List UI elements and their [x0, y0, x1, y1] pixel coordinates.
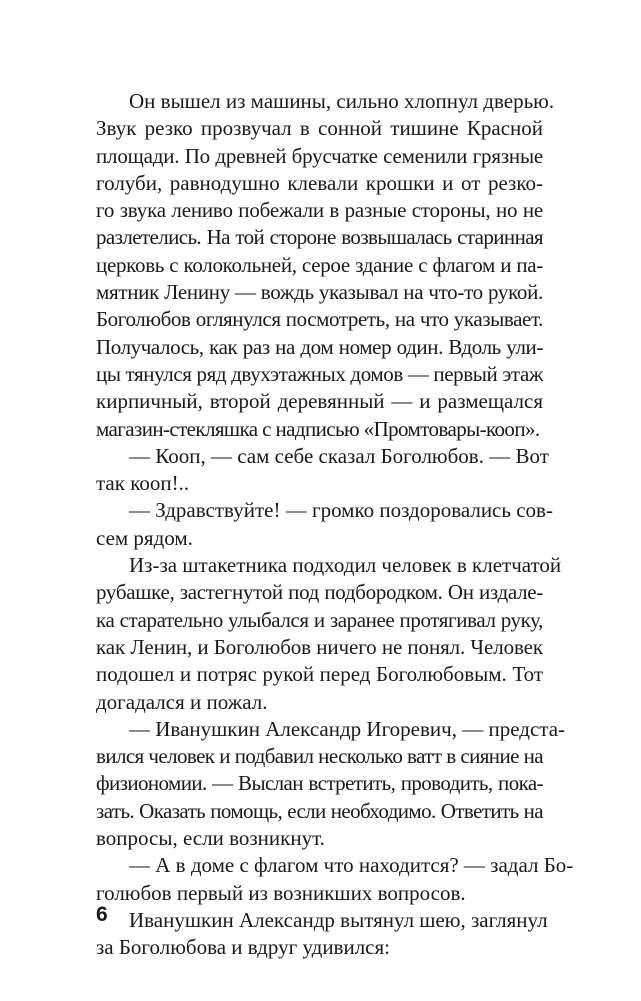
text-line: как Ленин, и Боголюбов ничего не понял. Человек	[96, 634, 543, 659]
text-line: вопросы, если возникнут.	[96, 826, 325, 851]
text-line: догадался и пожал.	[96, 689, 268, 714]
text-line: голюбов первый из возникших вопросов.	[96, 880, 466, 905]
text-line: вился человек и подбавил несколько ватт в сияние на	[96, 744, 543, 769]
text-line: ка старательно улыбался и заранее протягивал руку,	[96, 607, 543, 632]
text-line: сем рядом.	[96, 525, 193, 550]
text-line: зать. Оказать помощь, если необходимо. Ответить на	[96, 798, 543, 823]
text-line: Из-за штакетника подходил человек в клетчатой	[129, 553, 562, 578]
text-line: — Здравствуйте! — громко поздоровались сов-	[129, 498, 553, 523]
text-line: кирпичный, второй деревянный — и размещался	[96, 389, 543, 414]
text-line: подошел и потряс рукой перед Боголюбовым. Тот	[96, 662, 543, 687]
text-line: площади. По древней брусчатке семенили грязные	[96, 143, 543, 168]
text-line: Звук резко прозвучал в сонной тишине Красной	[96, 116, 543, 141]
text-line: голуби, равнодушно клевали крошки и от резко-	[96, 170, 543, 195]
text-line: — А в доме с флагом что находится? — задал Бо-	[129, 853, 574, 878]
text-line: го звука лениво побежали в разные стороны, но не	[96, 198, 543, 223]
body-text	[96, 88, 574, 962]
text-line: Он вышел из машины, сильно хлопнул дверью.	[129, 89, 555, 113]
text-line: Иванушкин Александр вытянул шею, заглянул	[129, 907, 548, 932]
page-number: 6	[96, 903, 108, 926]
text-line: — Иванушкин Александр Игоревич, — предста-	[129, 716, 566, 741]
text-line: цы тянулся ряд двухэтажных домов — первый этаж	[96, 361, 543, 386]
text-line: — Кооп, — сам себе сказал Боголюбов. — Вот	[129, 443, 549, 468]
text-line: Боголюбов оглянулся посмотреть, на что указывает.	[96, 307, 543, 332]
text-line: рубашке, застегнутой под подбородком. Он издале-	[96, 580, 543, 605]
text-line: разлетелись. На той стороне возвышалась старинная	[96, 225, 543, 250]
text-line: мятник Ленину — вождь указывал на что-то рукой.	[96, 280, 543, 305]
text-line: так кооп!..	[96, 471, 190, 496]
text-line: церковь с колокольней, серое здание с флагом и па-	[96, 252, 543, 277]
text-line: физиономии. — Выслан встретить, проводить, пока-	[96, 771, 543, 796]
text-line: Получалось, как раз на дом номер один. Вдоль ули-	[96, 334, 543, 359]
text-line: магазин-стекляшка с надписью «Промтовары-кооп».	[96, 416, 540, 441]
text-line: за Боголюбова и вдруг удивился:	[96, 935, 390, 960]
